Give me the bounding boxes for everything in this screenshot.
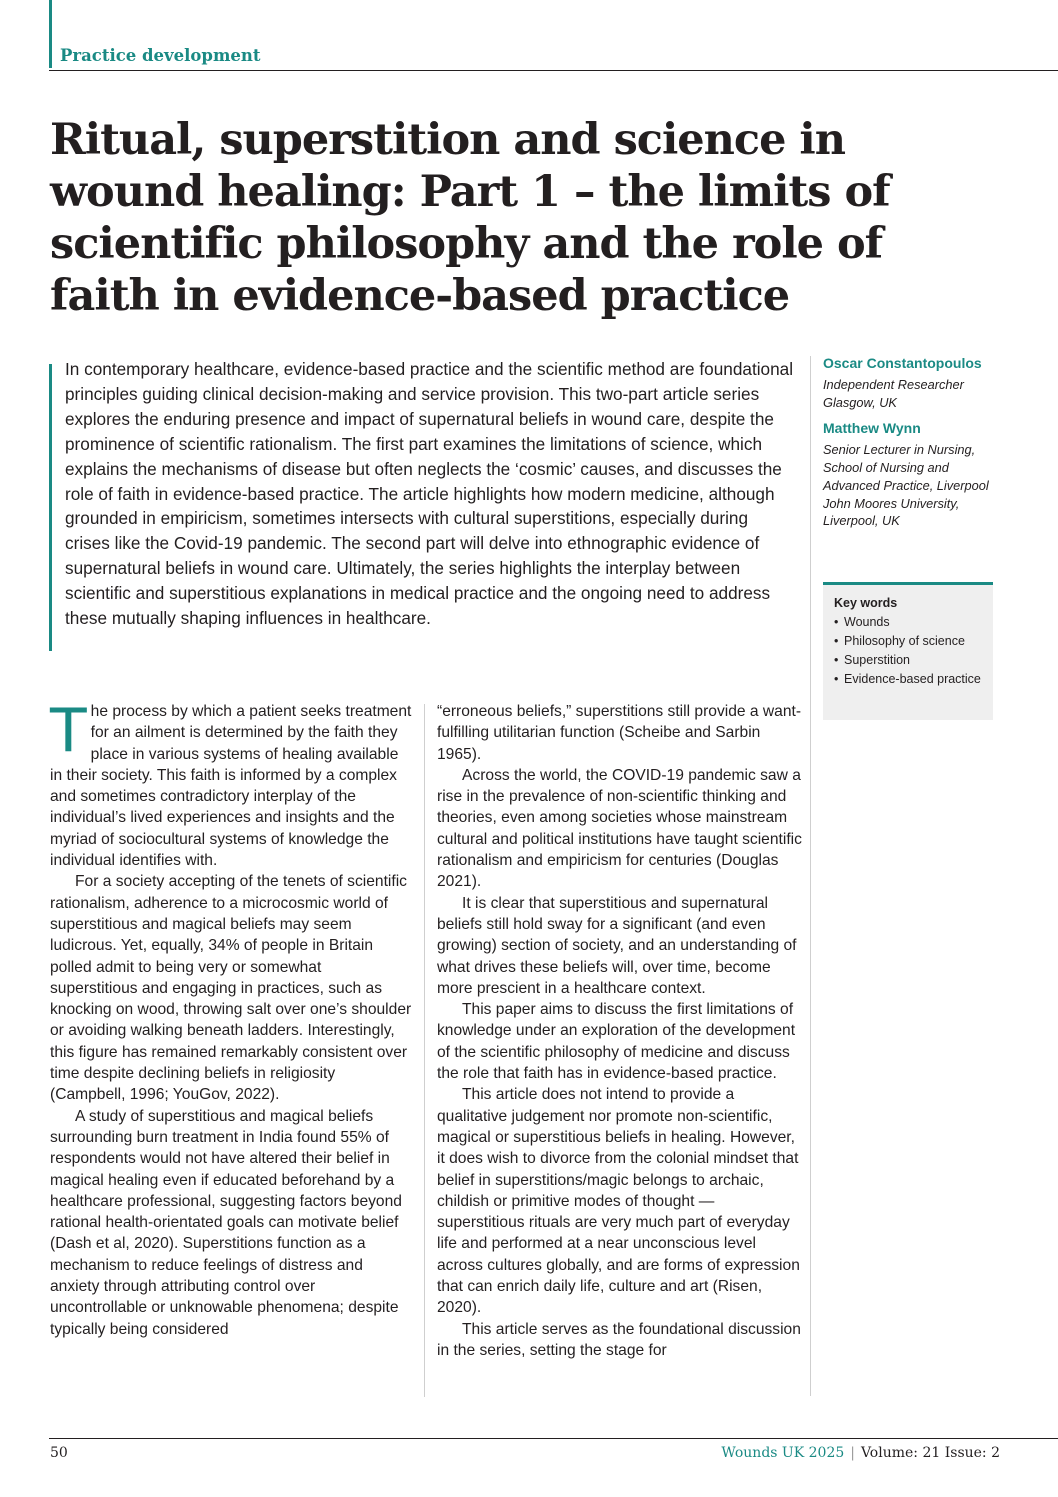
volume-issue: Volume: 21 Issue: 2 <box>860 1445 1000 1461</box>
drop-cap: T <box>50 696 87 766</box>
section-label: Practice development <box>60 46 261 65</box>
body-paragraph: For a society accepting of the tenets of scientific rationalism, adherence to a microcosmic world of superstitious and magical beliefs may seem ludicrous. Yet, equally, 34% of people in Britain polled admit to being very or somewhat superstitious and engaging in practices, such as knocking on wood, throwing salt over one’s shoulder or avoiding walking beneath ladders. Interestingly, this figure has remained remarkably consistent over time despite declining beliefs in religiosity (Campbell, 1996; YouGov, 2022). <box>50 873 412 1104</box>
journal-name: Wounds UK 2025 <box>721 1445 845 1461</box>
body-paragraph: he process by which a patient seeks treatment for an ailment is determined by the faith they place in various systems of healing available in their society. This faith is informed by a complex and sometimes contradictory interplay of the individual’s lived experiences and insights and the myriad of sociocultural systems of knowledge the individual identifies with. <box>50 703 412 870</box>
author-list <box>823 354 998 538</box>
keywords-list <box>834 614 983 688</box>
author-name: Matthew Wynn <box>823 420 921 437</box>
body-paragraph: A study of superstitious and magical beliefs surrounding burn treatment in India found 55% of respondents would not have altered their belief in magical healing even if educated beforehand by a healthcare professional, suggesting factors beyond rational health-orientated goals can motivate belief (Dash et al, 2020). Superstitions function as a mechanism to reduce feelings of distress and anxiety through attributing control over uncontrollable or unknowable phenomena; despite typically being considered <box>50 1107 402 1338</box>
section-accent-bar <box>49 0 52 68</box>
keyword-item: • Evidence-based practice <box>834 671 983 688</box>
body-paragraph: It is clear that superstitious and supernatural beliefs still hold sway for a significant (and even growing) section of society, and an understanding of what drives these beliefs will, over time, become more prescient in a healthcare context. <box>437 894 797 997</box>
body-paragraph: This article serves as the foundational discussion in the series, setting the stage for <box>437 1320 801 1359</box>
abstract-accent-bar <box>49 364 52 651</box>
keyword-item: • Philosophy of science <box>834 633 983 650</box>
footer-separator: | <box>850 1445 855 1461</box>
keyword-item: • Wounds <box>834 614 983 631</box>
body-column-2 <box>437 701 802 1361</box>
body-paragraph: This paper aims to discuss the first limitations of knowledge under an exploration of the development of the scientific philosophy of medicine and discuss the role that faith has in evidence-based practice. <box>437 1001 796 1083</box>
author-name: Oscar Constantopoulos <box>823 355 982 371</box>
body-paragraph: This article does not intend to provide a qualitative judgement nor promote non-scientific, magical or superstitious beliefs in healing. However, it does wish to divorce from the colonial mindset that belief in superstitions/magic belongs to archaic, childish or primitive modes of thought — superstitious rituals are very much part of everyday life and performed at a near unconscious level across cultures globally, and are forms of expression that can enrich daily life, culture and art (Risen, 2020). <box>437 1086 800 1317</box>
article-title: Ritual, superstition and science in wound healing: Part 1 – the limits of scientific philosophy and the role of faith in evidence-based practice <box>50 115 890 321</box>
body-column-1 <box>50 696 413 1340</box>
sidebar-divider <box>810 356 811 1396</box>
header-rule <box>49 70 1058 71</box>
footer-citation <box>721 1445 1000 1461</box>
keywords-title: Key words <box>834 596 898 610</box>
column-divider <box>424 704 425 1397</box>
keyword-item: • Superstition <box>834 652 983 669</box>
body-paragraph: “erroneous beliefs,” superstitions still provide a want-fulfilling utilitarian function (Scheibe and Sarbin 1965). <box>437 703 802 763</box>
keywords-box <box>823 582 993 720</box>
author-affiliation: Independent Researcher Glasgow, UK <box>823 377 964 410</box>
footer-rule <box>49 1438 1058 1439</box>
page-number: 50 <box>50 1445 68 1461</box>
abstract: In contemporary healthcare, evidence-based practice and the scientific method are foundational principles guiding clinical decision-making and service provision. This two-part article series explores the enduring presence and impact of supernatural beliefs in wound care, despite the prominence of scientific rationalism. The first part examines the limitations of science, which explains the mechanisms of disease but often neglects the ‘cosmic’ causes, and discusses the role of faith in evidence-based practice. The article highlights how modern medicine, although grounded in empiricism, sometimes intersects with cultural superstitions, especially during crises like the Covid-19 pandemic. The second part will delve into ethnographic evidence of supernatural beliefs in wound care. Ultimately, the series highlights the interplay between scientific and superstitious explanations in medical practice and the ongoing need to address these mutually shaping influences in healthcare. <box>65 359 794 629</box>
author-affiliation: Senior Lecturer in Nursing, School of Nursing and Advanced Practice, Liverpool John Moores University, Liverpool, UK <box>823 442 989 529</box>
body-paragraph: Across the world, the COVID-19 pandemic saw a rise in the prevalence of non-scientific thinking and theories, even among societies whose mainstream cultural and political institutions have taught scientific rationalism and empiricism for centuries (Douglas 2021). <box>437 766 802 891</box>
